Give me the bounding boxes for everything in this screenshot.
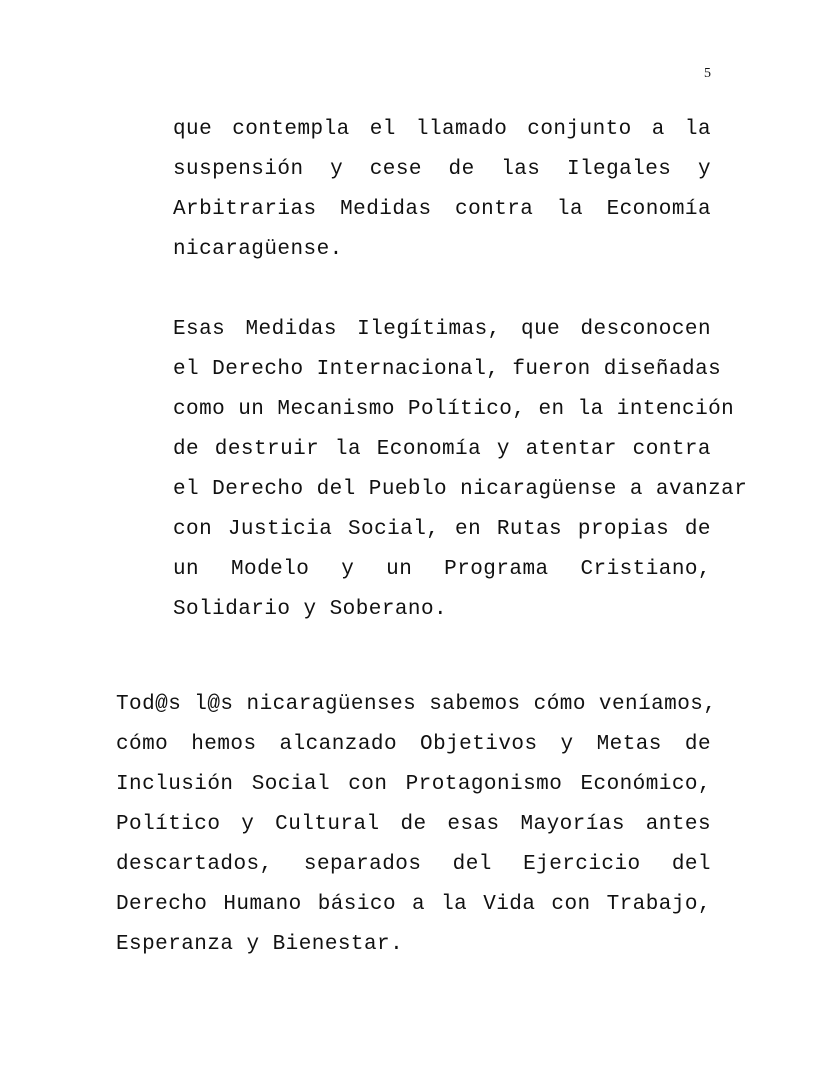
text-line: que contempla el llamado conjunto a la <box>173 118 711 141</box>
text-line: de destruir la Economía y atentar contra <box>173 438 711 461</box>
text-line: Esperanza y Bienestar. <box>116 933 404 956</box>
text-line: nicaragüense. <box>173 238 343 261</box>
text-line: con Justicia Social, en Rutas propias de <box>173 518 711 541</box>
text-line: cómo hemos alcanzado Objetivos y Metas de <box>116 733 711 756</box>
text-line: Arbitrarias Medidas contra la Economía <box>173 198 711 221</box>
text-line: Inclusión Social con Protagonismo Económico, <box>116 773 711 796</box>
text-line: Solidario y Soberano. <box>173 598 448 621</box>
paragraph-2 <box>173 310 748 630</box>
text-line: el Derecho del Pueblo nicaragüense a avanzar <box>173 478 748 501</box>
text-line: Derecho Humano básico a la Vida con Trabajo, <box>116 893 711 916</box>
text-line: descartados, separados del Ejercicio del <box>116 853 711 876</box>
text-line: suspensión y cese de las Ilegales y <box>173 158 711 181</box>
text-line: como un Mecanismo Político, en la intención <box>173 398 735 421</box>
text-line: un Modelo y un Programa Cristiano, <box>173 558 711 581</box>
text-line: Tod@s l@s nicaragüenses sabemos cómo veníamos, <box>116 693 717 716</box>
text-line: Político y Cultural de esas Mayorías antes <box>116 813 711 836</box>
paragraph-1 <box>173 110 711 270</box>
text-line: el Derecho Internacional, fueron diseñadas <box>173 358 722 381</box>
paragraph-3 <box>116 685 717 965</box>
text-line: Esas Medidas Ilegítimas, que desconocen <box>173 318 711 341</box>
page-number: 5 <box>704 66 711 81</box>
